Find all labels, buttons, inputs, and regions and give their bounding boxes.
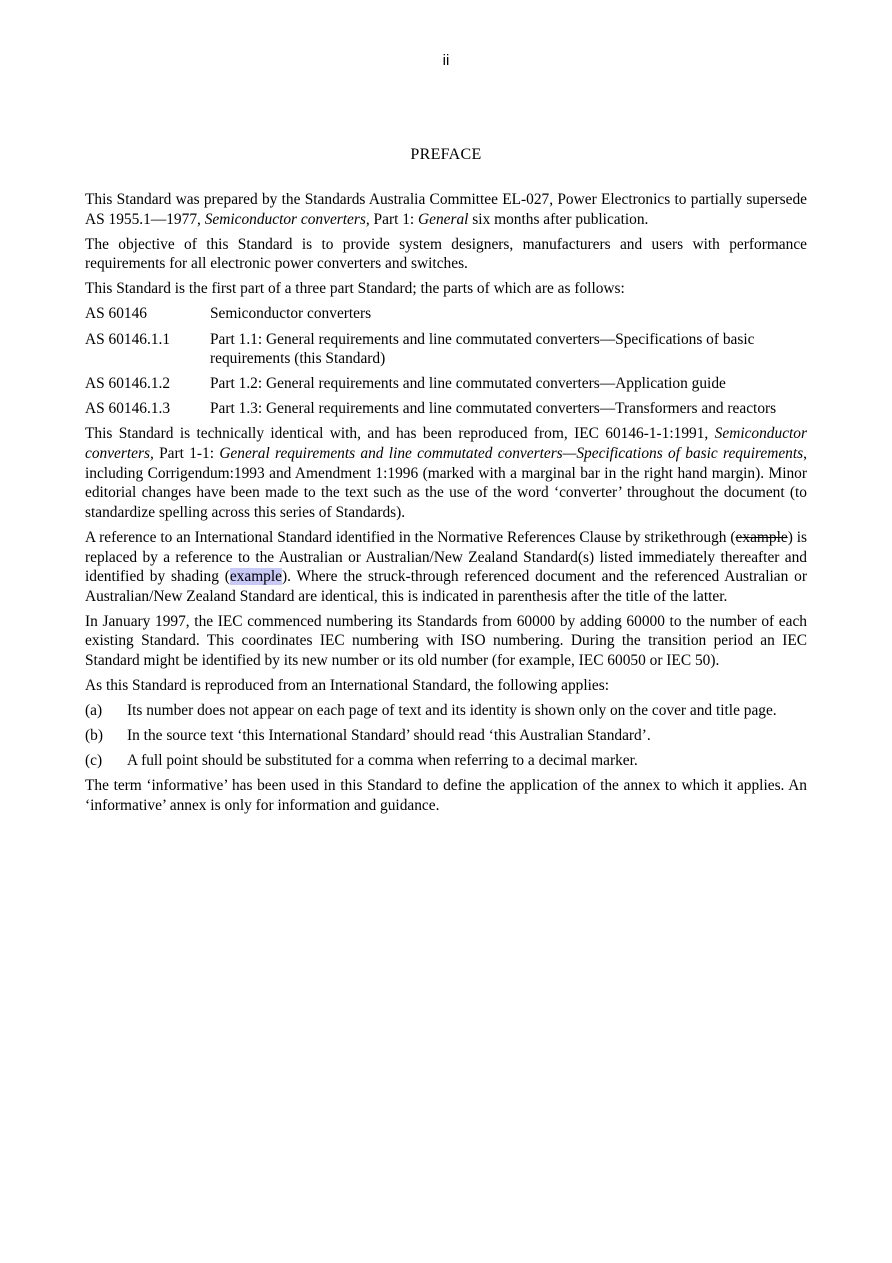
paragraph-applies-intro: As this Standard is reproduced from an International Standard, the following applies: (85, 677, 610, 695)
applies-list (85, 701, 807, 771)
paragraph-informative: The term ‘informative’ has been used in this Standard to define the application of the annex to which it applies. An ‘informative’ annex is only for information and guidance. (85, 777, 807, 815)
standard-code: AS 60146.1.3 (85, 400, 171, 418)
applies-list-item (85, 751, 807, 771)
applies-list-item (85, 726, 807, 746)
list-marker: (a) (85, 702, 103, 720)
list-text: A full point should be substituted for a comma when referring to a decimal marker. (127, 752, 638, 770)
preface-body (85, 190, 807, 821)
paragraph-committee (85, 190, 807, 229)
page-heading: PREFACE (410, 146, 482, 163)
italic-title: Semiconductor converters, (85, 425, 807, 463)
standard-code: AS 60146.1.2 (85, 375, 171, 393)
text-run: Part 1-1: (153, 445, 220, 463)
standards-list (85, 304, 807, 418)
text-run: This Standard was prepared by the Standards Australia Committee EL-027, Power Electronics to partially supersede AS 1955.1—1977, (85, 191, 807, 228)
standards-list-item (85, 330, 807, 369)
text-run: ). Where the struck-through referenced document and the referenced Australian or Australian/New Zealand Standard are identical, this is indicated in parenthesis after the title of the latter. (85, 568, 807, 605)
list-marker: (c) (85, 752, 103, 770)
shaded-example: example (229, 568, 282, 586)
italic-title: General requirements and line commutated converters—Specifications of basic requirements (219, 445, 804, 463)
list-marker: (b) (85, 727, 103, 745)
paragraph-objective: The objective of this Standard is to provide system designers, manufacturers and users with performance requirements for all electronic power converters and switches. (85, 235, 807, 273)
text-run: , Part 1: (365, 210, 419, 228)
paragraph-identical (85, 424, 807, 522)
text-run: This Standard is technically identical with, and has been reproduced from, IEC 60146-1-1:1991, (85, 425, 715, 443)
paragraph-references (85, 528, 807, 606)
standards-list-item (85, 304, 807, 324)
paragraph-numbering: In January 1997, the IEC commenced numbering its Standards from 60000 by adding 60000 to the number of each existing Standard. This coordinates IEC numbering with ISO numbering. During the transition period an IEC Standard might be identified by its new number or its old number (for example, IEC 60050 or IEC 50). (85, 612, 807, 669)
italic-title: Semiconductor converters (204, 210, 366, 228)
italic-title: General (418, 210, 469, 228)
text-run: A reference to an International Standard identified in the Normative References Clause by strikethrough ( (85, 528, 736, 546)
standard-code: AS 60146.1.1 (85, 330, 171, 348)
page-number: ii (442, 52, 450, 69)
text-run: six months after publication. (468, 210, 649, 228)
standard-description: Part 1.3: General requirements and line commutated converters—Transformers and reactors (210, 400, 777, 418)
applies-list-item (85, 701, 807, 721)
paragraph-parts-intro: This Standard is the first part of a three part Standard; the parts of which are as follows: (85, 280, 625, 298)
standard-description: Part 1.2: General requirements and line commutated converters—Application guide (210, 375, 726, 393)
standards-list-item (85, 374, 807, 394)
text-run: ) is replaced by a reference to the Australian or Australian/New Zealand Standard(s) listed immediately thereafter and identified by shading ( (85, 528, 807, 586)
standard-description: Part 1.1: General requirements and line commutated converters—Specifications of basic requirements (this Standard) (210, 330, 755, 368)
standard-description: Semiconductor converters (210, 305, 372, 323)
standard-code: AS 60146 (85, 305, 147, 323)
text-run: , including Corrigendum:1993 and Amendment 1:1996 (marked with a marginal bar in the right hand margin). Minor editorial changes have been made to the text such as the use of the word ‘converter’ throughout the document (to standardize spelling across this series of Standards). (85, 445, 807, 521)
strikethrough-example: example (735, 528, 788, 546)
standards-list-item (85, 399, 807, 419)
list-text: Its number does not appear on each page of text and its identity is shown only on the cover and title page. (127, 702, 777, 720)
list-text: In the source text ‘this International Standard’ should read ‘this Australian Standard’. (127, 727, 651, 745)
